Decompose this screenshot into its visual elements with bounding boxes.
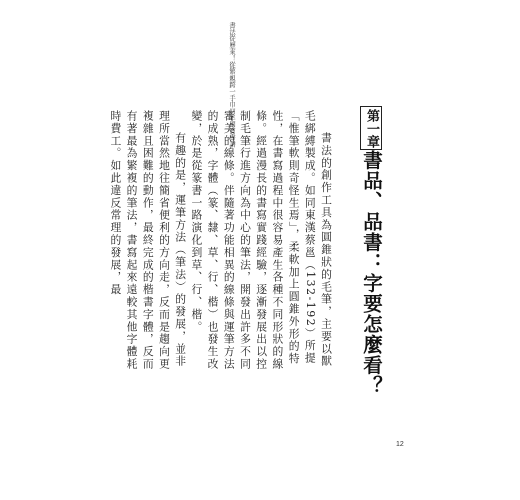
chapter-title: 書品、品書：字要怎麼看？	[360, 150, 383, 396]
chapter-label: 第一章	[360, 106, 382, 150]
running-header: 書法從歷來！從繁親跨一手巾四年國寶書譜	[228, 22, 235, 148]
paragraph-1: 書法的創作工具為圓錐狀的毛筆，主要以獸毛綁縛製成。如同東漢蔡邕（132-192）所提「惟筆軟則奇怪生焉」，柔軟加上圓錐外形的特性，在書寫過程中很容易產生各種不同形狀的線條。經過漫長的書寫實踐經驗，逐漸發展出以控制毛筆行進方向為中心的筆法，開發出許多不同審美的線條。伴隨著功能相異的線條與運筆方法的成熟，字體（篆、隸、草、行、楷）也發生改變，於是從篆書一路演化到草、行、楷。	[190, 110, 333, 371]
paragraph-2: 有趣的是，運筆方法（筆法）的發展，並非理所當然地往簡省便利的方向走，反而是趨向更複雜且困難的動作，最終完成的楷書字體，反而有著最為繁複的筆法，書寫起來遠較其他字體耗時費工。如此違反常理的發展，最	[109, 110, 188, 371]
body-text	[107, 110, 334, 378]
page-number: 12	[396, 441, 404, 448]
